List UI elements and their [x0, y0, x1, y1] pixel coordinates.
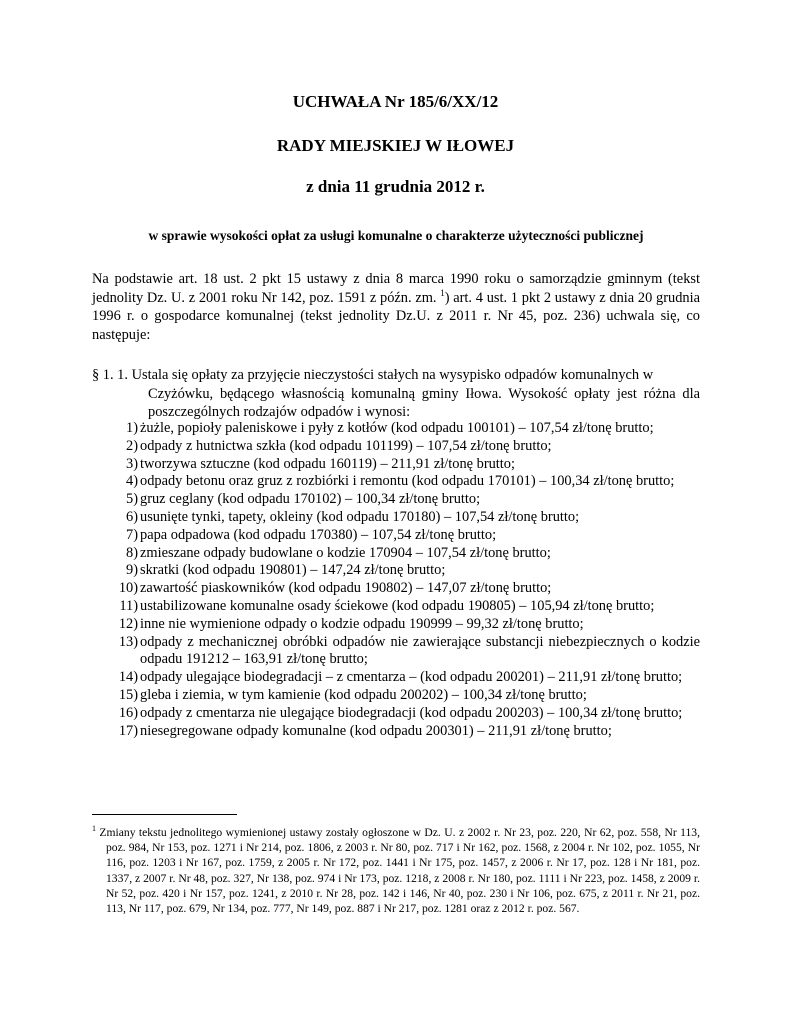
list-item-text: odpady betonu oraz gruz z rozbiórki i remontu (kod odpadu 170101) – 100,34 zł/tonę brutto;: [140, 473, 675, 490]
list-item-number: 12): [118, 615, 138, 632]
list-item-number: 5): [126, 491, 138, 508]
list-item-number: 17): [118, 722, 138, 739]
list-item: [92, 473, 700, 491]
resolution-number-title: UCHWAŁA Nr 185/6/XX/12: [292, 92, 499, 111]
list-item: [92, 456, 700, 474]
list-item: [92, 723, 700, 741]
list-item-text: papa odpadowa (kod odpadu 170380) – 107,54 zł/tonę brutto;: [140, 526, 497, 543]
list-item-text: żużle, popioły paleniskowe i pyły z kotłów (kod odpadu 100101) – 107,54 zł/tonę brutto;: [140, 420, 654, 436]
list-item-number: 7): [126, 526, 138, 543]
list-item-number: 1): [126, 420, 138, 436]
section-1-body: Czyżówku, będącego własnością komunalną gminy Iłowa. Wysokość opłaty jest różna dla poszczególnych rodzajów odpadów i wynosi:: [148, 385, 700, 421]
list-item: [92, 527, 700, 545]
list-item-text: niesegregowane odpady komunalne (kod odpadu 200301) – 211,91 zł/tonę brutto;: [140, 722, 612, 739]
waste-fee-list: [92, 420, 700, 740]
list-item-number: 9): [126, 562, 138, 579]
footnote-separator: [92, 814, 237, 815]
list-item-text: zawartość piaskowników (kod odpadu 190802) – 147,07 zł/tonę brutto;: [140, 580, 552, 597]
list-item: [92, 634, 700, 670]
list-item: [92, 705, 700, 723]
list-item-number: 8): [126, 544, 138, 561]
list-item-text: ustabilizowane komunalne osady ściekowe (kod odpadu 190805) – 105,94 zł/tonę brutto;: [140, 597, 655, 614]
preamble-text-part1: Na podstawie art. 18 ust. 2 pkt 15 ustawy z dnia 8 marca 1990 roku o samorządzie gminnym (tekst jednolity Dz. U. z 2001 roku Nr 142, poz. 1591 z późn. zm.: [92, 271, 700, 306]
list-item-text: odpady ulegające biodegradacji – z cmentarza – (kod odpadu 200201) – 211,91 zł/tonę brutto;: [140, 669, 683, 686]
list-item-number: 3): [126, 455, 138, 472]
list-item: [92, 438, 700, 456]
list-item: [92, 491, 700, 509]
list-item: [92, 616, 700, 634]
list-item-number: 14): [118, 669, 138, 686]
footnote: [92, 825, 700, 916]
footnote-reference[interactable]: 1: [440, 287, 445, 298]
resolution-date-title: z dnia 11 grudnia 2012 r.: [306, 177, 485, 196]
list-item-text: gruz ceglany (kod odpadu 170102) – 100,34 zł/tonę brutto;: [140, 491, 481, 508]
list-item-number: 13): [118, 633, 138, 650]
list-item-text: usunięte tynki, tapety, okleiny (kod odpadu 170180) – 107,54 zł/tonę brutto;: [140, 508, 580, 525]
footnote-text: Zmiany tekstu jednolitego wymienionej ustawy zostały ogłoszone w Dz. U. z 2002 r. Nr 23, poz. 220, Nr 62, poz. 558, Nr 113, poz. 984, Nr 153, poz. 1271 i Nr 214, poz. 1806, z 2003 r. Nr 80, poz. 717 i Nr 162, poz. 1568, z 2004 r. Nr 102, poz. 1055, Nr 116, poz. 1203 i Nr 167, poz. 1759, z 2005 r. Nr 172, poz. 1441 i Nr 175, poz. 1457, z 2006 r. Nr 17, poz. 128 i Nr 181, poz. 1337, z 2007 r. Nr 48, poz. 327, Nr 138, poz. 974 i Nr 173, poz. 1218, z 2008 r. Nr 180, poz. 1111 i Nr 223, poz. 1458, z 2009 r. Nr 52, poz. 420 i Nr 157, poz. 1241, z 2010 r. Nr 28, poz. 142 i 146, Nr 40, poz. 230 i Nr 106, poz. 675, z 2011 r. Nr 21, poz. 113, Nr 117, poz. 679, Nr 134, poz. 777, Nr 149, poz. 887 i Nr 217, poz. 1281 oraz z 2012 r. poz. 567.: [96, 826, 700, 916]
legal-basis-preamble: [92, 270, 700, 344]
list-item: [92, 598, 700, 616]
preamble-text-part2: ) art. 4 ust. 1 pkt 2 ustawy z dnia 20 grudnia 1996 r. o gospodarce komunalnej (tekst jednolity Dz.U. z 2011 r. Nr 45, poz. 236) uchwala się, co następuje:: [92, 289, 700, 343]
list-item: [92, 545, 700, 563]
list-item-number: 6): [126, 508, 138, 525]
section-1-paragraph: [92, 366, 700, 422]
section-1-heading: § 1. 1. Ustala się opłaty za przyjęcie nieczystości stałych na wysypisko odpadów komunalnych w: [92, 367, 654, 383]
list-item-text: skratki (kod odpadu 190801) – 147,24 zł/tonę brutto;: [140, 562, 446, 579]
list-item-text: odpady z hutnictwa szkła (kod odpadu 101199) – 107,54 zł/tonę brutto;: [140, 437, 552, 454]
list-item: [92, 509, 700, 527]
list-item: [92, 580, 700, 598]
list-item-text: tworzywa sztuczne (kod odpadu 160119) – 211,91 zł/tonę brutto;: [140, 455, 515, 472]
list-item-text: zmieszane odpady budowlane o kodzie 170904 – 107,54 zł/tonę brutto;: [140, 544, 551, 561]
list-item-text: inne nie wymienione odpady o kodzie odpadu 190999 – 99,32 zł/tonę brutto;: [140, 615, 584, 632]
list-item-number: 10): [118, 580, 138, 597]
list-item: [92, 420, 700, 438]
list-item-text: odpady z mechanicznej obróbki odpadów nie zawierające substancji niebezpiecznych o kodzie odpadu 191212 – 163,91 zł/tonę brutto;: [140, 633, 700, 668]
list-item: [92, 669, 700, 687]
resolution-subject: w sprawie wysokości opłat za usługi komunalne o charakterze użyteczności publicznej: [148, 228, 644, 243]
list-item-number: 15): [118, 686, 138, 703]
footnote-number: 1: [92, 824, 96, 834]
list-item-number: 11): [119, 597, 138, 614]
list-item: [92, 687, 700, 705]
council-name-title: RADY MIEJSKIEJ W IŁOWEJ: [276, 136, 515, 155]
list-item-text: odpady z cmentarza nie ulegające biodegradacji (kod odpadu 200203) – 100,34 zł/tonę brutto;: [140, 704, 683, 721]
list-item-number: 16): [118, 704, 138, 721]
list-item: [92, 562, 700, 580]
list-item-number: 2): [126, 437, 138, 454]
list-item-text: gleba i ziemia, w tym kamienie (kod odpadu 200202) – 100,34 zł/tonę brutto;: [140, 686, 587, 703]
list-item-number: 4): [126, 473, 138, 490]
